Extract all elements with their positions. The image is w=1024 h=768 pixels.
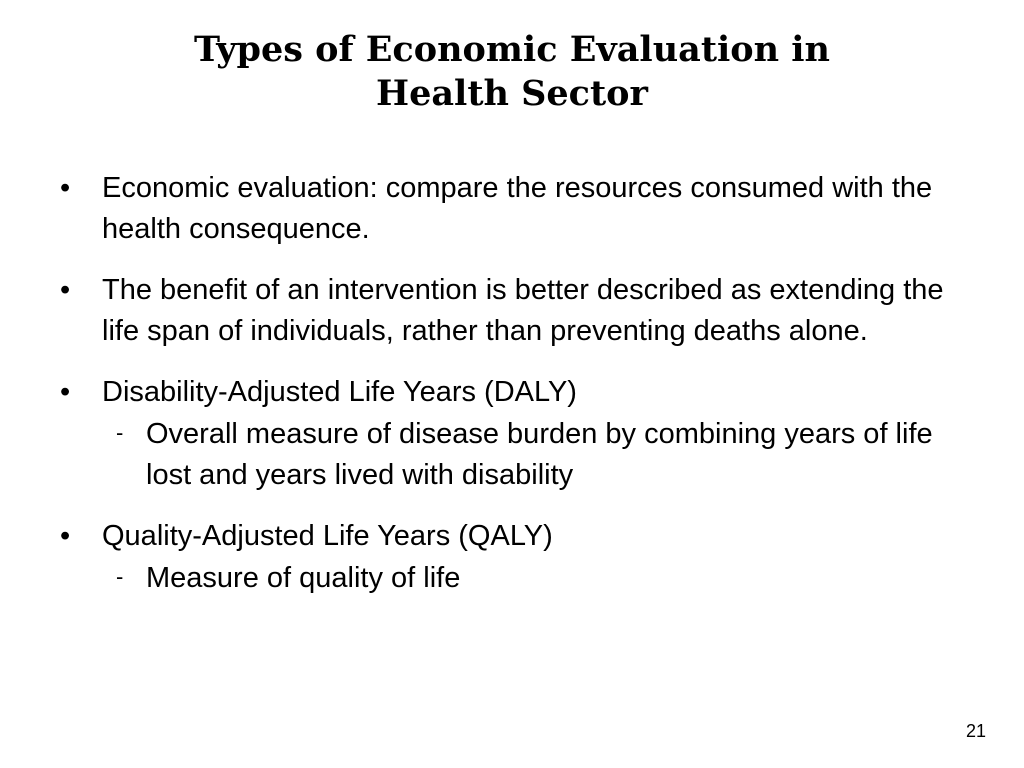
bullet-item — [60, 168, 970, 250]
page-number: 21 — [965, 721, 986, 741]
slide-title — [0, 28, 1024, 116]
bullet-item — [60, 270, 970, 352]
sub-bullet-item — [102, 558, 970, 599]
bullet-text: Disability-Adjusted Life Years (DALY) — [102, 376, 577, 408]
dash-icon: - — [116, 420, 124, 445]
bullet-dot-icon: • — [60, 172, 71, 204]
sub-bullet-item — [102, 414, 970, 496]
bullet-item — [60, 516, 970, 599]
title-line-2: Health Sector — [376, 73, 648, 114]
title-line-1: Types of Economic Evaluation in — [194, 29, 830, 70]
sub-bullet-text: Overall measure of disease burden by combining years of life lost and years lived with disability — [146, 418, 933, 491]
bullet-text: Quality-Adjusted Life Years (QALY) — [102, 520, 553, 552]
sub-bullet-text: Measure of quality of life — [146, 562, 461, 594]
dash-icon: - — [116, 564, 124, 589]
bullet-dot-icon: • — [60, 376, 71, 408]
bullet-item — [60, 372, 970, 496]
bullet-list — [60, 168, 970, 619]
bullet-dot-icon: • — [60, 274, 71, 306]
bullet-text: The benefit of an intervention is better described as extending the life span of individuals, rather than preventing deaths alone. — [102, 274, 944, 347]
bullet-text: Economic evaluation: compare the resources consumed with the health consequence. — [102, 172, 933, 245]
bullet-dot-icon: • — [60, 520, 71, 552]
